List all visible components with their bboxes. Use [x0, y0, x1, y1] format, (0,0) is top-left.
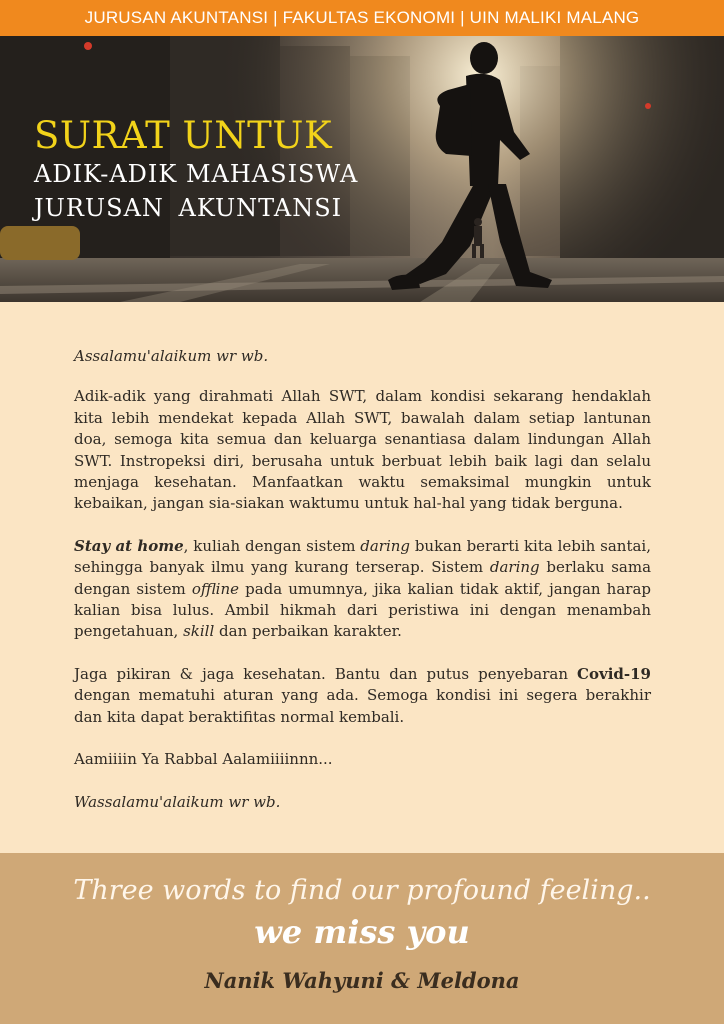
p2-text-5: dan perbaikan karakter. — [214, 622, 402, 641]
p2-text-4: pada umumnya, jika kalian tidak aktif, jangan harap kalian bisa lulus. Ambil hikmah dari peristiwa ini dengan menambah pengetahuan, — [74, 579, 651, 641]
hero-subtitle-line1: ADIK-ADIK MAHASISWA — [34, 160, 359, 188]
footer-miss-you: we miss you — [254, 913, 470, 951]
p2-text-3: berlaku sama dengan sistem — [74, 558, 652, 598]
stay-at-home-text: Stay at home — [74, 536, 184, 555]
covid-text: Covid-19 — [577, 664, 651, 683]
paragraph-2 — [74, 536, 651, 643]
offline-text: offline — [191, 579, 239, 598]
paragraph-1: Adik-adik yang dirahmati Allah SWT, dalam kondisi sekarang hendaklah kita lebih mendekat kepada Allah SWT, bawalah dalam setiap lantunan doa, semoga kita semua dan keluarga senantiasa dalam lindungan Allah SWT. Instropeksi diri, berusaha untuk berbuat lebih baik lagi dan selalu menjaga kesehatan. Manfaatkan waktu semaksimal mungkin untuk kebaikan, jangan sia-siakan waktumu untuk hal-hal yang tidak berguna. — [74, 387, 651, 513]
letter-body — [74, 346, 651, 832]
letter-closing: Wassalamu'alaikum wr wb. — [74, 792, 281, 811]
hero-subtitle-line2: JURUSAN AKUNTANSI — [34, 194, 343, 222]
hero-banner — [0, 36, 724, 302]
paragraph-3 — [74, 664, 651, 728]
daring-text-1: daring — [360, 536, 411, 555]
footer-band — [0, 853, 724, 1024]
footer-authors: Nanik Wahyuni & Meldona — [204, 968, 520, 993]
top-banner: JURUSAN AKUNTANSI | FAKULTAS EKONOMI | UIN MALIKI MALANG — [0, 0, 724, 36]
paragraph-4: Aamiiiin Ya Rabbal Aalamiiiinnn... — [74, 750, 333, 769]
daring-text-2: daring — [489, 558, 540, 577]
p3-text-1: Jaga pikiran & jaga kesehatan. Bantu dan putus penyebaran — [74, 664, 578, 683]
p3-text-2: dengan mematuhi aturan yang ada. Semoga kondisi ini segera berakhir dan kita dapat beraktifitas normal kembali. — [74, 686, 651, 726]
p2-text-1: , kuliah dengan sistem — [183, 536, 361, 555]
letter-greeting: Assalamu'alaikum wr wb. — [74, 347, 269, 365]
hero-title: SURAT UNTUK — [34, 114, 333, 157]
skill-text: skill — [183, 622, 215, 641]
footer-tagline: Three words to find our profound feeling.. — [73, 875, 651, 906]
p2-text-2: bukan berarti kita lebih santai, sehingga banyak ilmu yang kurang terserap. Sistem — [74, 536, 651, 577]
